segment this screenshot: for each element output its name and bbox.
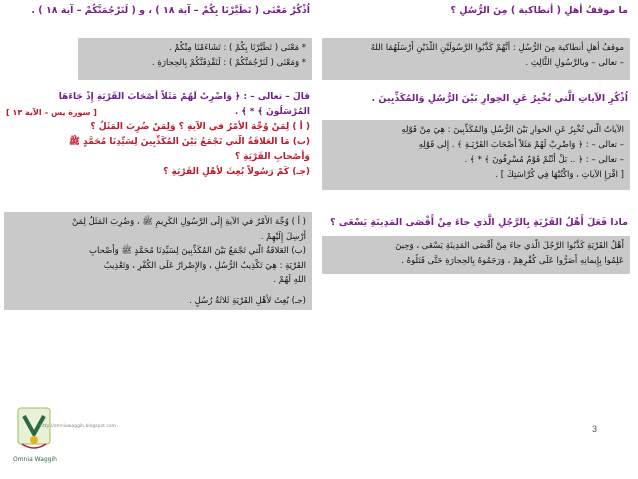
sub-question: (ب) مَا العَلاقَةُ الَّتي تَجْمَعُ بَيْنَ المُكَذِّبِينَ لِسَيِّدِنَا مُحَمَّدٍ ﷺ <box>68 137 310 147</box>
answer-line: * وَمَعْنَى ( لَنَرْجُمَنَّكُمْ ) : لَنَقْذِفَنَّكُمْ بِالحِجارَةِ . <box>152 58 306 68</box>
answer-line: – تعالى – : ﴿ وَاضْرِبْ لَهُمْ مَثَلاً أَصْحَابَ القَرْيَـةِ ﴾ . إِلى قَوْلِهِ <box>418 140 624 150</box>
answer-line: أُرْسِلَ إِلَيْهِمْ . <box>260 231 306 242</box>
page-number: 3 <box>592 424 598 434</box>
question-heading <box>6 4 310 17</box>
answer-line: [ اقْرَإِ الآياتِ ، وَاكْتُبْهَا فِي كُرَّاسَتِكَ ] . <box>495 170 624 180</box>
answer-box <box>4 212 312 310</box>
answer-line: عَلِمُوا بِإِيمانِهِ أَصَرُّوا عَلَى كُفْرِهِمْ ، وَرَجَمُوهُ بِالحِجارَةِ حَتَّى قَتَلُوهُ . <box>401 256 624 266</box>
question-text: ماذا فَعَلَ أَهْلُ القَرْيَةِ بِالرَّجُلِ الَّذي جاءَ مِنْ أَقْصَى المَدِينَةِ يَسْعَى ؟ <box>330 217 628 228</box>
answer-line: اللهِ لَهُمْ . <box>273 275 306 285</box>
answer-line: * مَعْنَى ( تَطَيَّرْنَا بِكُمْ ) : تَشَاءَمْنَا مِنْكُمْ . <box>168 43 306 53</box>
answer-box <box>322 236 630 274</box>
question-line <box>6 105 310 120</box>
question-text: اُذْكُرِ الآياتِ الَّتي تُخْبِرُ عَنِ الحِوارِ بَيْنَ الرُّسُلِ وَالمُكَذِّبِينَ . <box>371 93 628 104</box>
answer-box <box>78 38 312 80</box>
question-block <box>6 90 310 180</box>
question-line: قالَ – تعالى – : ﴿ وَاضْرِبْ لَهُمْ مَثَلاً أَصْحَابَ القَرْيَةِ إِذْ جَاءَهَا <box>58 92 310 102</box>
answer-line: – تعالى – : ﴿ .. بَلْ أَنْتُمْ قَوْمٌ مُسْرِفُونَ ﴾ * ﴾ . <box>464 155 624 165</box>
answer-line: الآياتُ الَّتي تُخْبِرُ عَنِ الحوارِ بَيْنَ الرُّسُلِ وَالمُكَذِّبِينَ : هِيَ مِنْ قَوْلِهِ <box>401 125 624 135</box>
answer-box <box>322 120 630 190</box>
logo-url: http://omniawaggih.blogspot.com <box>40 424 116 429</box>
verse-reference: [ سورة يس – الآية ١٣ ] <box>6 108 97 117</box>
answer-line: أَهْلُ القَرْيَةِ كَذَّبُوا الرَّجُلَ الَّذي جاءَ مِنْ أَقْصَى المَدِينَةِ يَسْعَى ، وَحِينَ <box>395 241 624 251</box>
sub-question: ( أ ) لِمَنْ وُجِّهَ الأَمْرُ في الآيةِ ؟ وَلِمَنْ ضُرِبَ المَثَلُ ؟ <box>90 122 310 132</box>
site-logo-icon <box>14 404 54 456</box>
question-heading <box>328 92 628 105</box>
answer-line: موقفُ أهلِ أنطاكية مِنَ الرُّسُلِ : أنَّهُمْ كَذَّبُوا الرَّسُولَيْنِ اللَّذَيْنِ أَرْسَلَهُمَا اللهُ <box>370 43 624 53</box>
question-text: اُذْكُرْ مَعْنَى ( تَطَيَّرْنَا بِكُمْ – آية ١٨ ) ، و ( لَنَرْجُمَنَّكُمْ – آية ١٨ ) . <box>31 5 310 16</box>
answer-line: ( أ ) وُجِّهَ الأَمْرُ في الآيةِ إِلَى الرَّسُولِ الكَرِيمِ ﷺ ، وَضُرِبَ المَثَلُ لِمَنْ <box>71 217 306 227</box>
answer-line: – تعالى – وبالرَّسُولِ الثَّالِثِ . <box>525 58 624 68</box>
answer-line: (جـ) بُعِثَ لأَهْلِ القَرْيَةِ ثَلاثَةُ رُسُلٍ . <box>189 295 306 306</box>
answer-box <box>322 38 630 80</box>
sub-question: (جـ) كَمْ رَسُولاً بُعِثَ لأَهْلِ القَرْيَةِ ؟ <box>163 167 310 177</box>
question-heading <box>328 216 628 229</box>
verse-end: المُرْسَلُونَ ﴾ * ﴾ . <box>234 107 310 117</box>
sub-question: وَأَصْحابِ القَرْيَةِ ؟ <box>234 152 310 162</box>
question-text: ما موقفُ أهلِ ( أنطاكية ) مِنَ الرُّسُلِ ؟ <box>450 5 628 16</box>
logo-caption: Omnia Waggih <box>13 456 57 463</box>
answer-line: القَرْيَةِ : هِيَ تَكْذِيبُ الرُّسُلِ ، وَالإِصْرارُ عَلَى الكُفْرِ ، وَتَعْذِيبُ <box>103 260 306 271</box>
answer-line: (ب) العَلاقَةُ الَّتي تَجْمَعُ بَيْنَ المُكَذِّبِينَ لِسَيِّدِنَا مُحَمَّدٍ ﷺ وَأَصْحابِ <box>88 246 306 256</box>
question-heading <box>328 4 628 17</box>
